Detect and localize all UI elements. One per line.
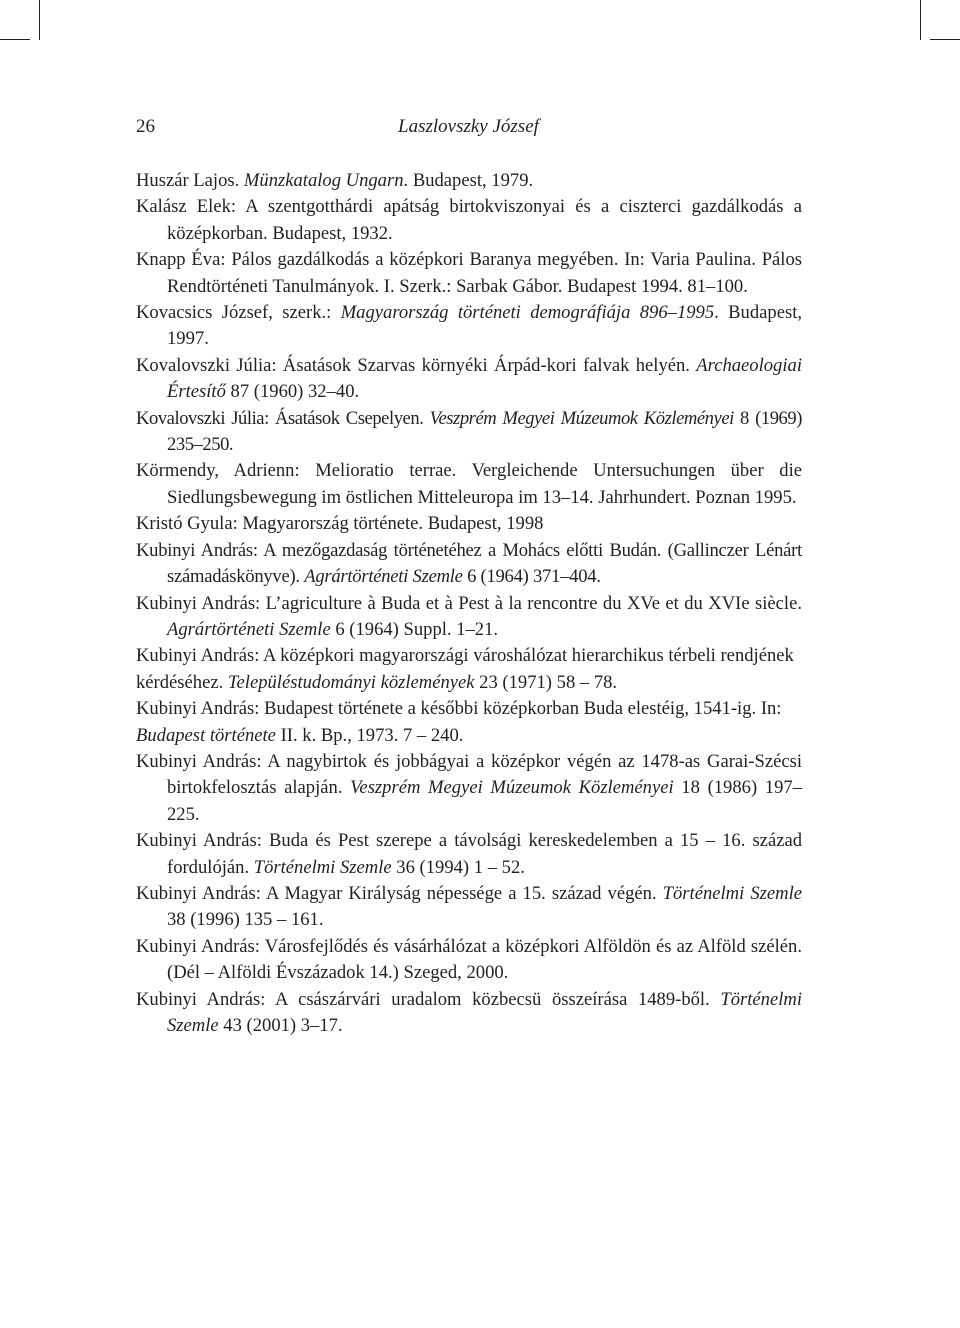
reference-text: Kristó Gyula: Magyarország története. Budapest, 1998 [136,513,544,535]
reference-text: Kalász Elek: A szentgotthárdi apátság birtokviszonyai és a ciszterci gazdálkodás a középkorban. Budapest, 1932. [136,196,802,244]
reference-entry [136,168,802,194]
reference-entry [136,194,802,247]
reference-italic-title: Budapest története [136,724,276,746]
reference-text: 23 (1971) 58 – 78. [474,671,618,693]
reference-entry [136,934,802,987]
reference-entry [136,670,802,696]
reference-text: 87 (1960) 32–40. [225,381,360,403]
reference-italic-title: Történelmi Szemle [167,988,802,1036]
reference-italic-title: Münzkatalog Ungarn [243,170,404,191]
reference-italic-title: Agrártörténeti Szemle [304,566,463,588]
reference-text: Huszár Lajos. [136,170,244,191]
reference-text: Kovacsics József, szerk.: [136,302,341,324]
reference-entry [136,696,802,722]
reference-text: Körmendy, Adrienn: Melioratio terrae. Vergleichende Untersuchungen über die Siedlungsbewegung im östlichen Mitteleuropa im 13–14. Jahrhundert. Poznan 1995. [136,460,802,508]
reference-entry [136,511,802,537]
reference-text: Kubinyi András: A Magyar Királyság népessége a 15. század végén. [136,882,663,904]
reference-entry [136,353,802,406]
reference-text: Kovalovszki Júlia: Ásatások Szarvas környéki Árpád-kori falvak helyén. [136,354,697,376]
reference-text: Kubinyi András: Városfejlődés és vásárhálózat a középkori Alföldön és az Alföld szélén. (Dél – Alföldi Évszázadok 14.) Szeged, 2000. [136,935,802,984]
reference-text: Kubinyi András: L’agriculture à Buda et à Pest à la rencontre du XVe et du XVIe siècle. [136,592,802,614]
reference-text: II. k. Bp., 1973. 7 – 240. [275,724,464,746]
reference-text: Kubinyi András: A nagybirtok és jobbágyai a középkor végén az 1478-as Garai-Szécsi birtokfelosztás alapján. [136,750,802,799]
reference-text: Kubinyi András: Budapest története a későbbi középkorban Buda elestéig, 1541-ig. In: [136,698,782,720]
reference-text: kérdéséhez. [136,671,228,693]
reference-entry [136,538,802,591]
reference-entry [136,828,802,881]
reference-text: 18 (1986) 197–225. [167,777,802,825]
crop-mark-top-left-vertical [39,0,40,40]
reference-entry [136,987,802,1040]
crop-mark-top-right-vertical [920,0,921,40]
reference-text: . Budapest, 1979. [403,170,534,191]
reference-text: Kubinyi András: A mezőgazdaság történetéhez a Mohács előtti Budán. (Gallinczer Lénárt számadáskönyve). [136,539,802,588]
reference-italic-title: Agrártörténeti Szemle [167,618,331,640]
reference-italic-title: Veszprém Megyei Múzeumok Közleményei [350,777,674,799]
reference-italic-title: Archaeologiai Értesítő [167,354,802,403]
reference-text: 36 (1994) 1 – 52. [391,856,525,878]
reference-text: Kovalovszki Júlia: Ásatások Csepelyen. [136,407,430,429]
reference-entry [136,749,802,828]
reference-text: Kubinyi András: A császárvári uradalom közbecsü összeírása 1489-ből. [136,988,721,1010]
reference-italic-title: Településtudományi közlemények [227,671,475,693]
reference-entry [136,300,802,353]
reference-entry [136,591,802,644]
bibliography-list [136,168,802,1039]
reference-text: Kubinyi András: Buda és Pest szerepe a távolsági kereskedelemben a 15 – 16. század fordulóján. [136,830,802,878]
reference-text: 6 (1964) 371–404. [462,566,601,588]
page-number: 26 [136,116,155,137]
reference-entry [136,881,802,934]
reference-entry [136,406,802,459]
reference-entry [136,643,802,669]
reference-italic-title: Történelmi Szemle [662,882,802,904]
crop-mark-top-right-horizontal [930,39,960,40]
reference-entry [136,723,802,749]
reference-italic-title: Veszprém Megyei Múzeumok Közleményei [429,407,734,429]
reference-entry [136,458,802,511]
reference-text: . Budapest, 1997. [167,302,803,350]
reference-italic-title: Történelmi Szemle [253,856,392,878]
reference-italic-title: Magyarország történeti demográfiája 896–1995 [340,302,715,324]
reference-text: 38 (1996) 135 – 161. [167,909,324,931]
running-head [136,116,802,144]
crop-mark-top-left-horizontal [0,39,30,40]
reference-text: Knapp Éva: Pálos gazdálkodás a középkori Baranya megyében. In: Varia Paulina. Pálos Rendtörténeti Tanulmányok. I. Szerk.: Sarbak Gábor. Budapest 1994. 81–100. [136,249,802,297]
reference-text: 8 (1969) 235–250. [167,407,802,456]
reference-entry [136,247,802,300]
reference-text: 43 (2001) 3–17. [218,1015,343,1036]
running-title: Laszlovszky József [398,116,539,137]
reference-text: Kubinyi András: A középkori magyarországi városhálózat hierarchikus térbeli rendjének [136,645,794,667]
reference-text: 6 (1964) Suppl. 1–21. [330,618,499,640]
